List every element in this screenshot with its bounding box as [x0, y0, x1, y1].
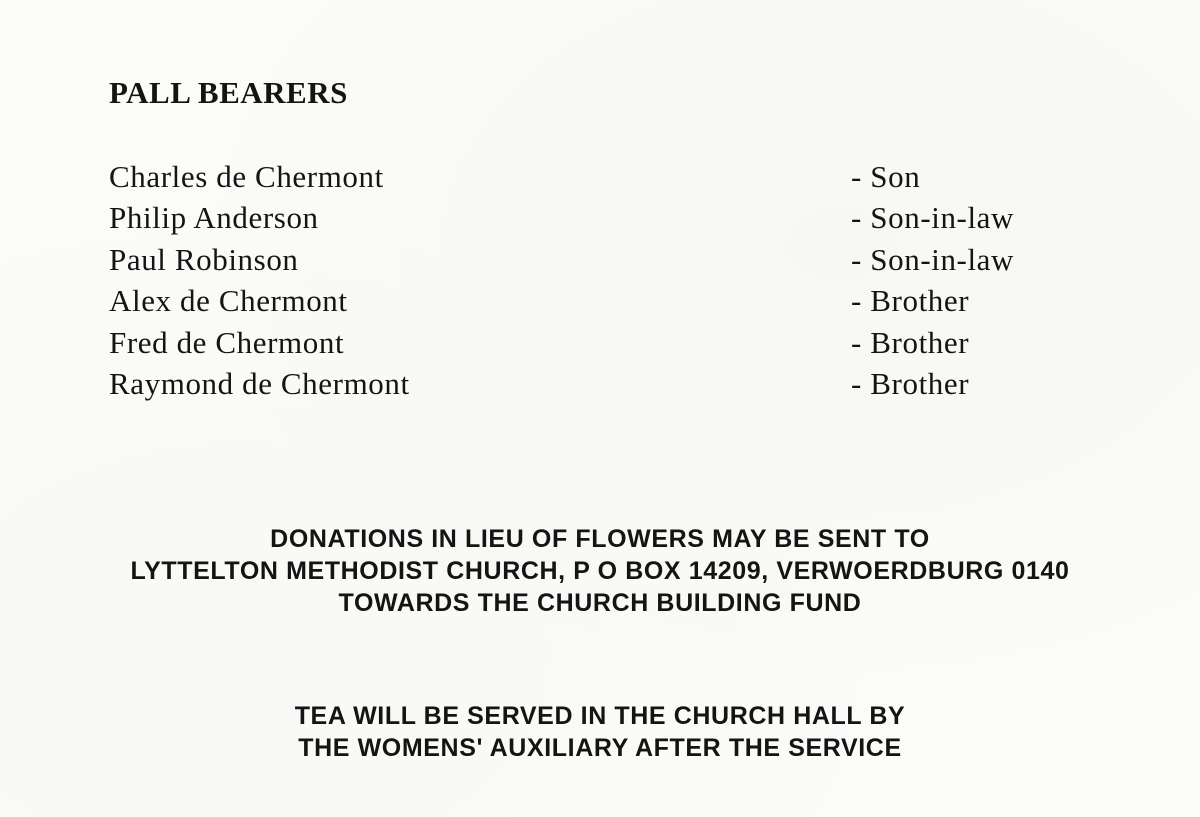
tea-notice [0, 700, 1200, 764]
donations-line: DONATIONS IN LIEU OF FLOWERS MAY BE SENT TO [270, 525, 930, 553]
pall-bearer-relation: - Son [851, 159, 921, 194]
pall-bearer-relation: - Son-in-law [851, 241, 1015, 277]
pall-bearer-row [109, 363, 1109, 404]
pall-bearer-name: Philip Anderson [109, 200, 319, 236]
pall-bearer-row [109, 239, 1109, 280]
pall-bearer-relation: - Brother [851, 365, 970, 401]
donations-notice [0, 523, 1200, 619]
tea-line: TEA WILL BE SERVED IN THE CHURCH HALL BY [294, 702, 906, 730]
pall-bearer-relation: - Brother [851, 283, 970, 319]
donations-line: LYTTELTON METHODIST CHURCH, P O BOX 14209, VERWOERDBURG 0140 [130, 557, 1070, 585]
pall-bearer-name: Fred de Chermont [109, 324, 345, 360]
pall-bearers-heading: PALL BEARERS [109, 75, 348, 110]
pall-bearer-name: Charles de Chermont [109, 159, 384, 194]
pall-bearer-relation: - Brother [851, 324, 970, 360]
tea-line: THE WOMENS' AUXILIARY AFTER THE SERVICE [298, 734, 902, 762]
pall-bearer-row [109, 197, 1109, 238]
pall-bearer-name: Alex de Chermont [109, 283, 348, 319]
pall-bearer-name: Paul Robinson [109, 241, 299, 277]
pall-bearers-list [109, 156, 1109, 404]
donations-line: TOWARDS THE CHURCH BUILDING FUND [338, 589, 862, 617]
pall-bearer-row [109, 156, 1109, 197]
pall-bearer-name: Raymond de Chermont [109, 365, 410, 401]
pall-bearer-row [109, 322, 1109, 363]
pall-bearer-relation: - Son-in-law [851, 200, 1015, 236]
pall-bearer-row [109, 280, 1109, 321]
